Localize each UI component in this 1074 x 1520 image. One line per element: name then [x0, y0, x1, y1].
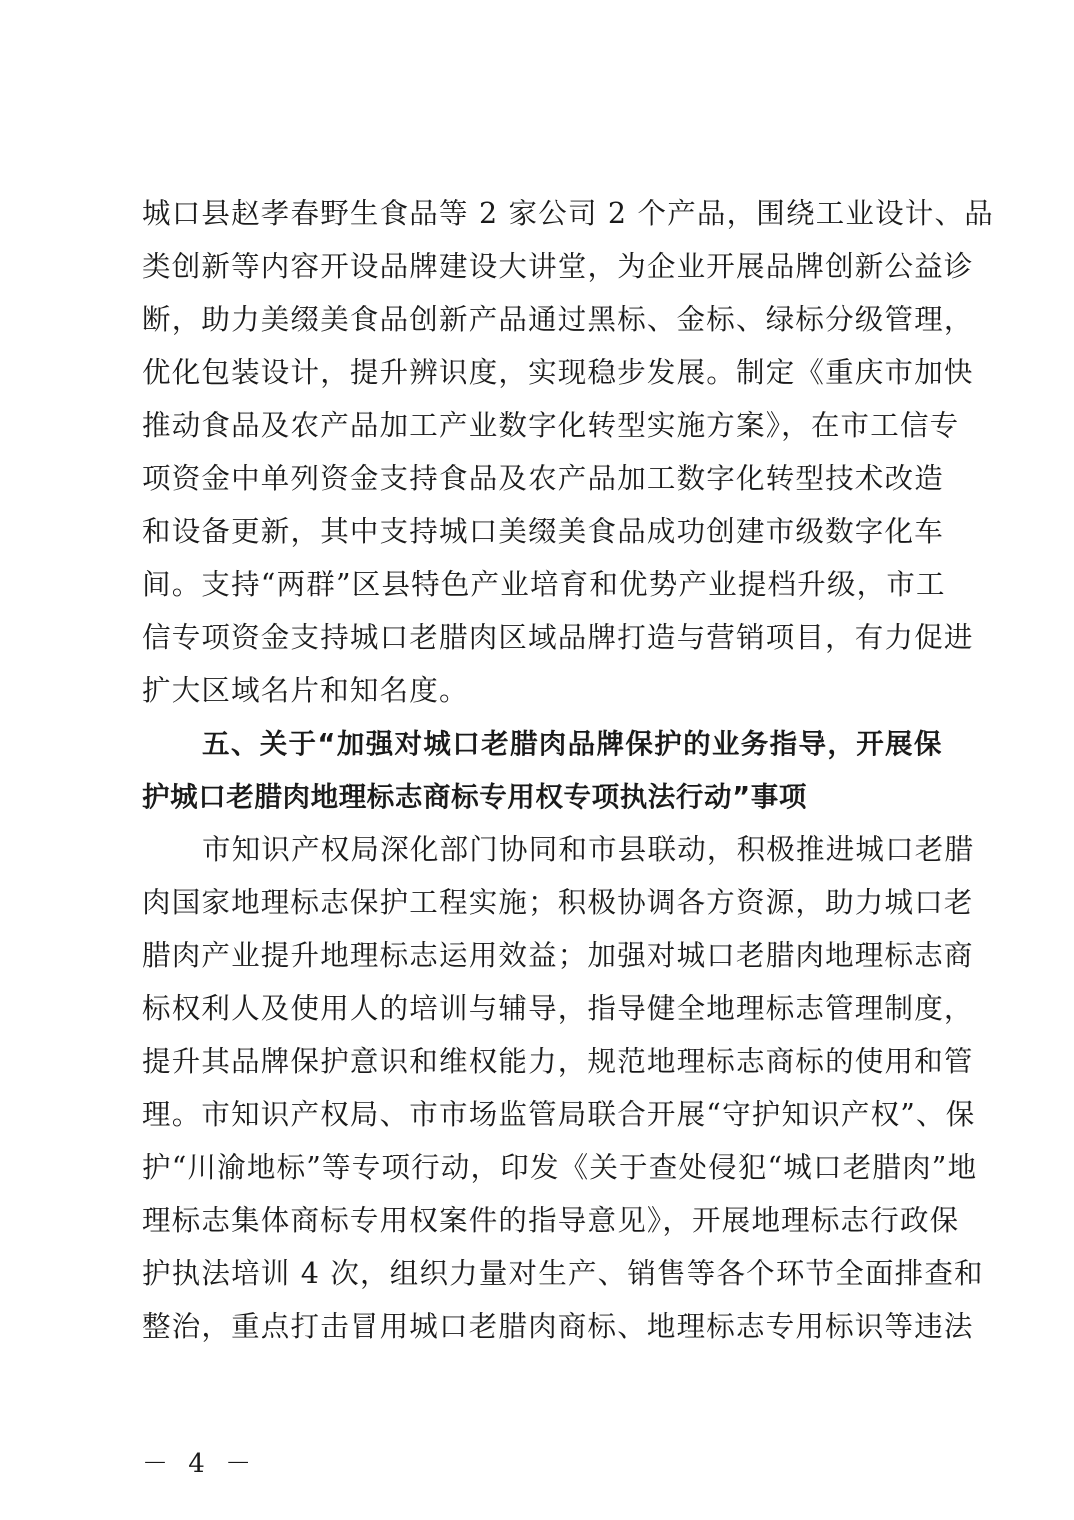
- body-text-line: 腊肉产业提升地理标志运用效益；加强对城口老腊肉地理标志商: [142, 939, 974, 972]
- body-text-line: 理标志集体商标专用权案件的指导意见》，开展地理标志行政保: [142, 1204, 960, 1237]
- section-heading: 五、关于“加强对城口老腊肉品牌保护的业务指导，开展保: [202, 728, 942, 760]
- body-text-line: 类创新等内容开设品牌建设大讲堂，为企业开展品牌创新公益诊: [142, 250, 974, 283]
- body-text-line: 和设备更新，其中支持城口美缀美食品成功创建市级数字化车: [142, 515, 944, 548]
- body-text-line: 标权利人及使用人的培训与辅导，指导健全地理标志管理制度，: [142, 992, 974, 1025]
- body-text-line: 项资金中单列资金支持食品及农产品加工数字化转型技术改造: [142, 462, 944, 495]
- body-text-line: 间。支持“两群”区县特色产业培育和优势产业提档升级，市工: [142, 568, 946, 601]
- body-text-line: 理。市知识产权局、市市场监管局联合开展“守护知识产权”、保: [142, 1098, 976, 1131]
- section-heading: 护城口老腊肉地理标志商标专用权专项执法行动”事项: [142, 781, 807, 813]
- body-text-line: 扩大区域名片和知名度。: [142, 674, 469, 707]
- body-text-line: 优化包装设计，提升辨识度，实现稳步发展。制定《重庆市加快: [142, 356, 974, 389]
- body-text-line: 护执法培训 4 次，组织力量对生产、销售等各个环节全面排查和: [142, 1257, 984, 1290]
- body-text-line: 整治，重点打击冒用城口老腊肉商标、地理标志专用标识等违法: [142, 1310, 974, 1343]
- page-number: － 4 －: [142, 1449, 258, 1479]
- body-text-line: 护“川渝地标”等专项行动，印发《关于查处侵犯“城口老腊肉”地: [142, 1151, 978, 1184]
- body-text-line: 提升其品牌保护意识和维权能力，规范地理标志商标的使用和管: [142, 1045, 974, 1078]
- body-text-line: 推动食品及农产品加工产业数字化转型实施方案》，在市工信专: [142, 409, 960, 442]
- body-text-line: 断，助力美缀美食品创新产品通过黑标、金标、绿标分级管理，: [142, 303, 974, 336]
- body-text-line: 肉国家地理标志保护工程实施；积极协调各方资源，助力城口老: [142, 886, 974, 919]
- body-text-line: 信专项资金支持城口老腊肉区域品牌打造与营销项目，有力促进: [142, 621, 974, 654]
- body-text-line: 城口县赵孝春野生食品等 2 家公司 2 个产品，围绕工业设计、品: [142, 197, 994, 230]
- body-text-line: 市知识产权局深化部门协同和市县联动，积极推进城口老腊: [202, 833, 975, 866]
